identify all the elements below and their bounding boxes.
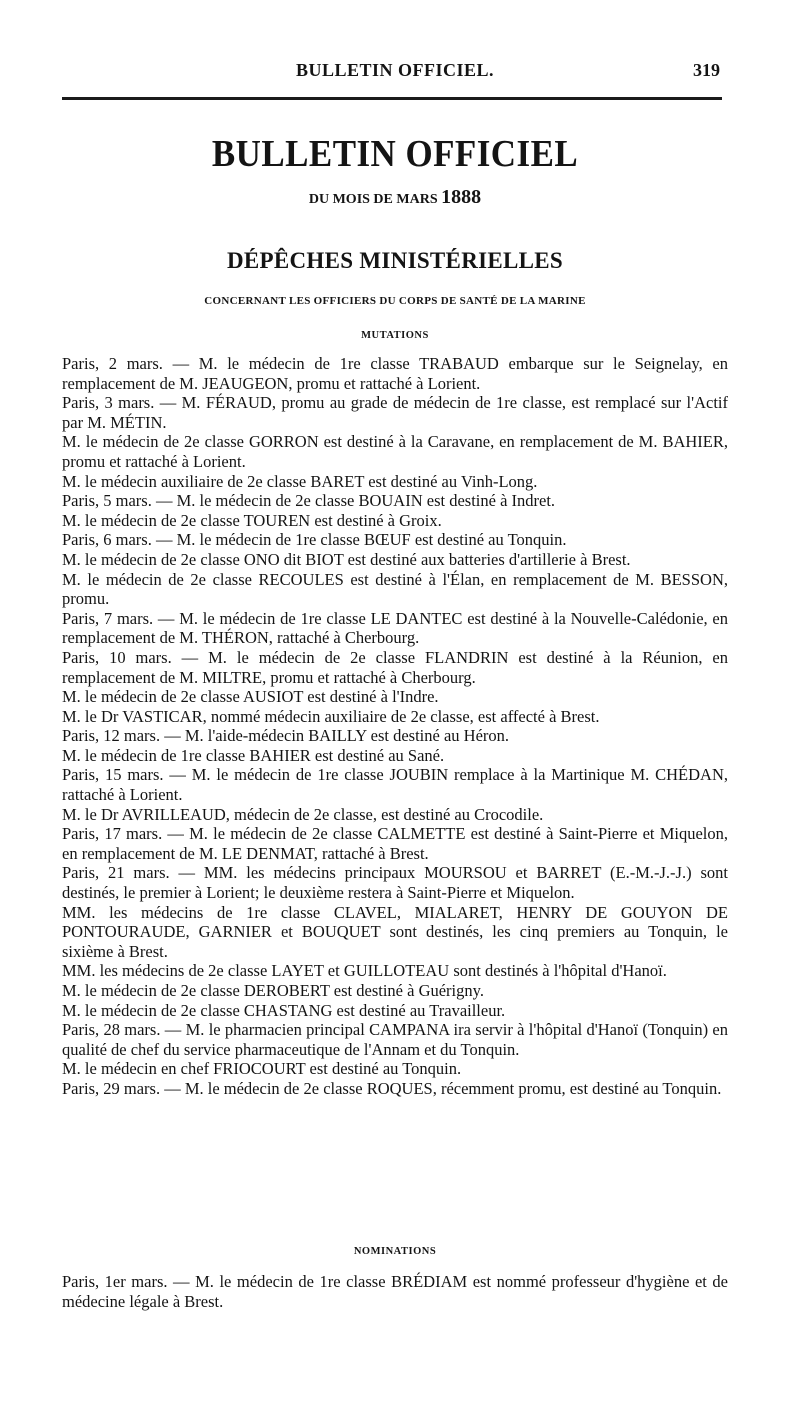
mutation-entry: Paris, 2 mars. — M. le médecin de 1re classe TRABAUD embarque sur le Seignelay, en remplacement de M. JEAUGEON, promu et rattaché à Lorient. [62,354,728,393]
section-subtitle: CONCERNANT LES OFFICIERS DU CORPS DE SANTÉ DE LA MARINE [204,295,586,307]
mutation-entry: Paris, 10 mars. — M. le médecin de 2e classe FLANDRIN est destiné à la Réunion, en remplacement de M. MILTRE, promu et rattaché à Cherbourg. [62,647,728,687]
mutation-entry: M. le médecin de 2e classe RECOULES est destiné à l'Élan, en remplacement de M. BESSON, promu. [62,569,728,609]
bulletin-title: BULLETIN OFFICIEL [211,133,579,175]
mutations-body [62,354,728,1099]
month-label: DU MOIS DE MARS [308,192,438,207]
mutation-entry: Paris, 28 mars. — M. le pharmacien principal CAMPANA ira servir à l'hôpital d'Hanoï (Tonquin) en qualité de chef du service pharmaceutique de l'Annam et du Tonquin. [62,1020,728,1059]
header-rule [62,97,722,100]
mutation-entry: M. le médecin de 2e classe AUSIOT est destiné à l'Indre. [62,687,439,707]
running-title: BULLETIN OFFICIEL. [295,60,495,80]
mutation-entry: M. le médecin de 2e classe DEROBERT est destiné à Guérigny. [62,981,484,1000]
mutation-entry: M. le médecin de 2e classe GORRON est destiné à la Caravane, en remplacement de M. BAHIER, promu et rattaché à Lorient. [62,432,728,471]
mutation-entry: Paris, 17 mars. — M. le médecin de 2e classe CALMETTE est destiné à Saint-Pierre et Miquelon, en remplacement de M. LE DENMAT, rattaché à Brest. [62,824,728,863]
nominations-body [62,1272,728,1311]
mutation-entry: M. le Dr AVRILLEAUD, médecin de 2e classe, est destiné au Crocodile. [62,804,544,824]
mutation-entry: Paris, 29 mars. — M. le médecin de 2e classe ROQUES, récemment promu, est destiné au Tonquin. [62,1078,722,1098]
mutations-heading: MUTATIONS [361,330,429,341]
mutation-entry: M. le médecin auxiliaire de 2e classe BARET est destiné au Vinh-Long. [62,471,538,491]
nominations-heading: NOMINATIONS [353,1246,437,1257]
running-head [70,58,720,90]
mutation-entry: Paris, 21 mars. — MM. les médecins principaux MOURSOU et BARRET (E.-M.-J.-J.) sont destinés, le premier à Lorient; le deuxième restera à Saint-Pierre et Miquelon. [62,863,728,903]
nomination-entry: Paris, 1er mars. — M. le médecin de 1re classe BRÉDIAM est nommé professeur d'hygiène et de médecine légale à Brest. [62,1272,728,1311]
mutation-entry: M. le médecin en chef FRIOCOURT est destiné au Tonquin. [62,1059,462,1079]
mutation-entry: M. le médecin de 2e classe TOUREN est destiné à Groix. [62,510,442,530]
mutation-entry: Paris, 15 mars. — M. le médecin de 1re classe JOUBIN remplace à la Martinique M. CHÉDAN, rattaché à Lorient. [62,765,728,805]
mutation-entry: M. le médecin de 1re classe BAHIER est destiné au Sané. [62,745,445,765]
mutation-entry: M. le médecin de 2e classe CHASTANG est destiné au Travailleur. [62,1000,506,1020]
issue-date-line [62,186,728,209]
section-title: DÉPÊCHES MINISTÉRIELLES [226,248,564,273]
mutation-entry: Paris, 3 mars. — M. FÉRAUD, promu au grade de médecin de 1re classe, est remplacé sur l'Actif par M. MÉTIN. [62,393,728,432]
mutation-entry: MM. les médecins de 1re classe CLAVEL, MIALARET, HENRY DE GOUYON DE PONTOURAUDE, GARNIER et BOUQUET sont destinés, les cinq premiers au Tonquin, le sixième à Brest. [62,902,728,961]
mutation-entry: MM. les médecins de 2e classe LAYET et GUILLOTEAU sont destinés à l'hôpital d'Hanoï. [62,961,667,981]
mutation-entry: Paris, 5 mars. — M. le médecin de 2e classe BOUAIN est destiné à Indret. [62,491,556,511]
mutation-entry: Paris, 6 mars. — M. le médecin de 1re classe BŒUF est destiné au Tonquin. [62,530,567,550]
year-label: 1888 [441,186,482,208]
mutation-entry: M. le Dr VASTICAR, nommé médecin auxiliaire de 2e classe, est affecté à Brest. [62,706,600,726]
mutation-entry: M. le médecin de 2e classe ONO dit BIOT est destiné aux batteries d'artillerie à Brest. [62,549,631,569]
mutation-entry: Paris, 7 mars. — M. le médecin de 1re classe LE DANTEC est destiné à la Nouvelle-Calédonie, en remplacement de M. THÉRON, rattaché à Cherbourg. [62,608,728,648]
page-number: 319 [693,60,720,80]
mutation-entry: Paris, 12 mars. — M. l'aide-médecin BAILLY est destiné au Héron. [62,726,510,746]
